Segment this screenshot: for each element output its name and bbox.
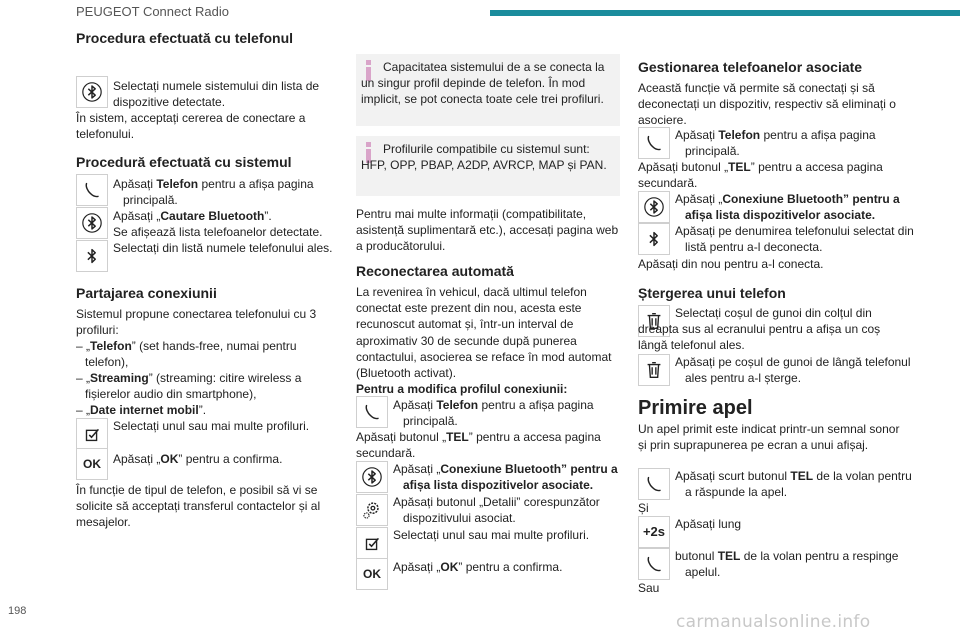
reconnect-text: La revenirea în vehicul, dacă ultimul telefon conectat este prezent din nou, acesta este recunoscut automat și, într-un interval de aproximativ 30 de secunde după punerea contactului, asocierea se reface în mod automat (Bluetooth activat). (356, 285, 612, 381)
ok-icon: OK (356, 558, 388, 590)
bluetooth-search-icon (76, 76, 108, 108)
modify-step-3: Apăsați „Conexiune Bluetooth” pentru a afișa lista dispozitivelor asociate. (393, 462, 618, 493)
ok-icon: OK (76, 448, 108, 480)
share-profile-3: – „Date internet mobil”. (76, 403, 207, 417)
checkbox-edit-icon (356, 527, 388, 559)
long-press-icon: +2s (638, 516, 670, 548)
modify-step-4: Apăsați butonul „Detalii” corespunzător dispozitivului asociat. (393, 495, 600, 526)
manage-step-3: Apăsați „Conexiune Bluetooth” pentru a afișa lista dispozitivelor asociate. (675, 192, 900, 223)
header-accent-bar (490, 10, 960, 16)
phone-icon (638, 548, 670, 580)
share-profile-2: – „Streaming” (streaming: citire wireless a fișierelor audio din smartphone), (76, 371, 302, 402)
system-step-2-detail: Se afișează lista telefoanelor detectate. (113, 225, 323, 239)
bluetooth-search-icon (76, 207, 108, 239)
heading-share-connection: Partajarea conexiunii (76, 285, 217, 301)
header-title: PEUGEOT Connect Radio (76, 4, 229, 19)
phone-icon (356, 396, 388, 428)
phone-icon (638, 127, 670, 159)
manage-step-4: Apăsați pe denumirea telefonului selectat din listă pentru a-l deconecta. (675, 224, 914, 255)
call-step-3: butonul TEL de la volan pentru a respinge apelul. (675, 549, 899, 580)
call-step-2: Apăsați lung (675, 517, 742, 531)
heading-system-procedure: Procedură efectuată cu sistemul (76, 154, 292, 170)
bluetooth-search-icon (638, 191, 670, 223)
phone-step-2: În sistem, acceptați cererea de conectare a telefonului. (76, 111, 306, 142)
heading-delete-phone: Ștergerea unui telefon (638, 285, 786, 301)
modify-step-6: Apăsați „OK” pentru a confirma. (393, 560, 563, 574)
share-outro: În funcție de tipul de telefon, e posibil să vi se solicite să acceptați transferul contactelor și al mesajelor. (76, 483, 321, 530)
modify-step-2: Apăsați butonul „TEL” pentru a accesa pagina secundară. (356, 430, 601, 461)
manage-step-5: Apăsați din nou pentru a-l conecta. (638, 257, 824, 271)
manage-step-1: Apăsați Telefon pentru a afișa pagina principală. (675, 128, 876, 159)
heading-incoming-call: Primire apel (638, 397, 753, 419)
share-profile-1: – „Telefon” (set hands-free, numai pentru telefon), (76, 339, 297, 370)
phone-icon (76, 174, 108, 206)
bluetooth-icon (76, 240, 108, 272)
delete-step-2: Apăsați pe coșul de gunoi de lângă telefonul ales pentru a-l șterge. (675, 355, 911, 386)
heading-auto-reconnect: Reconectarea automată (356, 263, 514, 279)
delete-step-1: Selectați coșul de gunoi din colțul din dreapta sus al ecranului pentru a afișa un coș lângă telefonul ales. (638, 306, 881, 353)
share-confirm: Apăsați „OK” pentru a confirma. (113, 452, 283, 466)
modify-step-5: Selectați unul sau mai multe profiluri. (393, 528, 590, 542)
bluetooth-search-icon (356, 461, 388, 493)
modify-title: Pentru a modifica profilul conexiunii: (356, 382, 568, 396)
info-paragraph: Pentru mai multe informații (compatibilitate, asistență suplimentară etc.), accesați pagina web a producătorului. (356, 207, 619, 254)
call-or: Sau (638, 581, 660, 595)
call-step-1: Apăsați scurt butonul TEL de la volan pentru a răspunde la apel. (675, 469, 912, 500)
manage-step-2: Apăsați butonul „TEL” pentru a accesa pagina secundară. (638, 160, 883, 191)
trash-icon (638, 354, 670, 386)
share-intro: Sistemul propune conectarea telefonului cu 3 profiluri: (76, 307, 317, 338)
info-note-1: Capacitatea sistemului de a se conecta la un singur profil depinde de telefon. În mod implicit, se pot conecta toate cele trei profiluri. (356, 54, 620, 126)
call-intro: Un apel primit este indicat printr-un semnal sonor și prin suprapunerea pe ecran a unui afișaj. (638, 422, 900, 453)
settings-gear-icon (356, 494, 388, 526)
system-step-1: Apăsați Telefon pentru a afișa pagina principală. (113, 177, 314, 208)
phone-icon (638, 468, 670, 500)
call-and: Și (638, 501, 649, 515)
share-select: Selectați unul sau mai multe profiluri. (113, 419, 310, 433)
system-step-3: Selectați din listă numele telefonului ales. (113, 241, 333, 255)
watermark: carmanualsonline.info (676, 612, 871, 632)
system-step-2: Apăsați „Cautare Bluetooth”. (113, 209, 272, 223)
manage-intro: Această funcție vă permite să conectați și să deconectați un dispozitiv, respectiv să eliminați o asociere. (638, 81, 896, 128)
bluetooth-icon (638, 223, 670, 255)
page-number: 198 (8, 605, 27, 617)
info-note-2: Profilurile compatibile cu sistemul sunt: HFP, OPP, PBAP, A2DP, AVRCP, MAP și PAN. (356, 136, 620, 196)
phone-step-1: Selectați numele sistemului din lista de dispozitive detectate. (113, 79, 320, 110)
checkbox-edit-icon (76, 418, 108, 450)
modify-step-1: Apăsați Telefon pentru a afișa pagina principală. (393, 398, 594, 429)
heading-manage-phones: Gestionarea telefoanelor asociate (638, 59, 863, 75)
heading-phone-procedure: Procedura efectuată cu telefonul (76, 30, 294, 46)
